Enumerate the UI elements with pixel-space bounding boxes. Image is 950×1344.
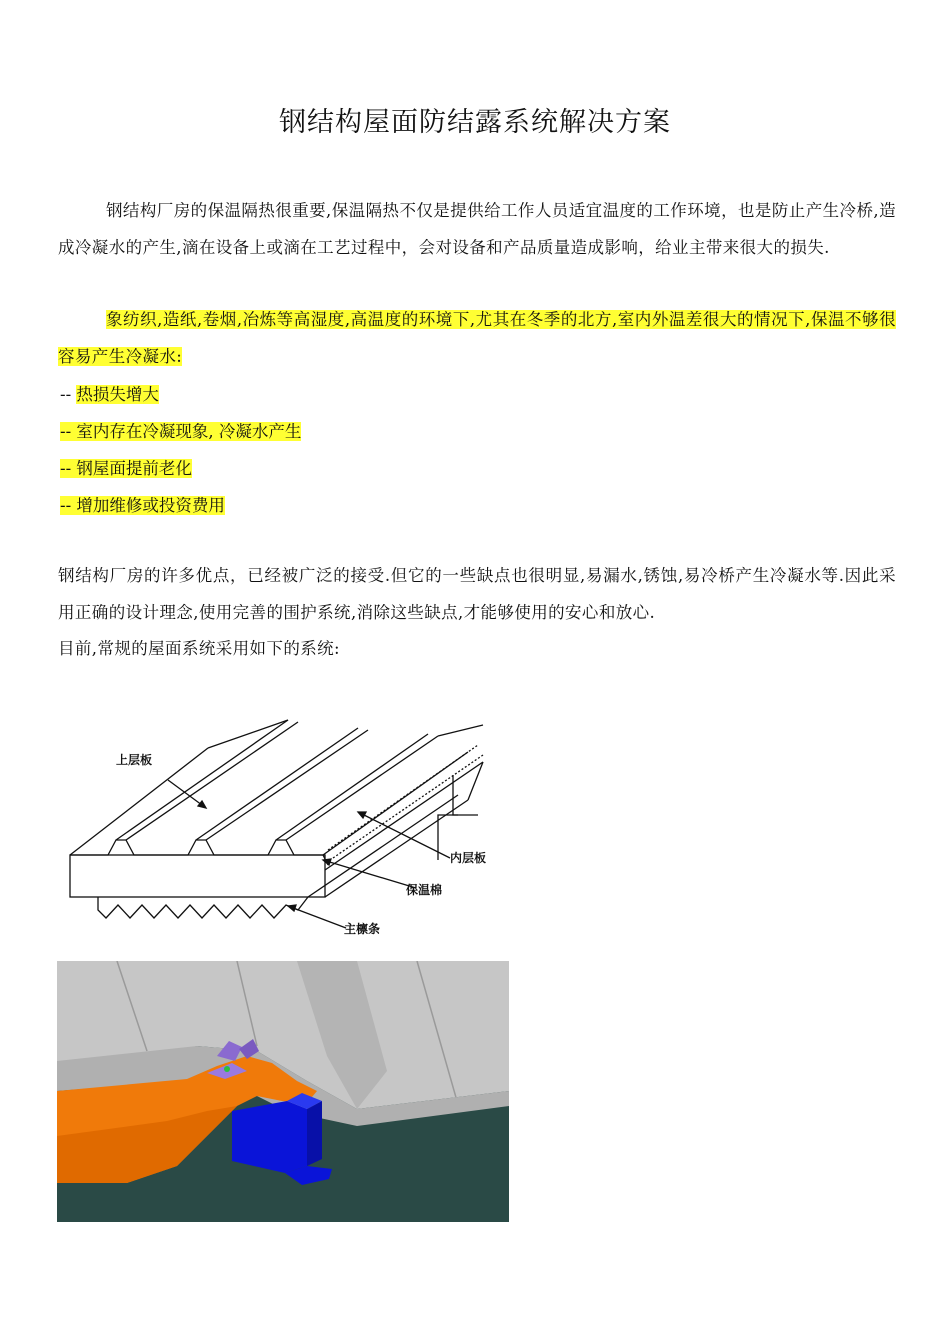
paragraph-advantages: 钢结构厂房的许多优点，已经被广泛的接受.但它的一些缺点也很明显,易漏水,锈蚀,易冷桥产生冷凝水等.因此采用正确的设计理念,使用完善的围护系统,消除这些缺点,才能够使用的安心和放心. xyxy=(58,566,896,622)
label-upper-panel: 上层板 xyxy=(116,753,153,767)
label-insulation: 保温棉 xyxy=(406,883,443,897)
label-inner-panel: 内层板 xyxy=(450,851,487,865)
bullet-text: 钢屋面提前老化 xyxy=(76,459,192,478)
paragraph-systems-intro: 目前,常规的屋面系统采用如下的系统: xyxy=(58,639,341,658)
roof-3d-rendering xyxy=(57,961,509,1222)
paragraph-intro: 钢结构厂房的保温隔热很重要,保温隔热不仅是提供给工作人员适宜温度的工作环境，也是防止产生冷桥,造成冷凝水的产生,滴在设备上或滴在工艺过程中，会对设备和产品质量造成影响，给业主带来很大的损失. xyxy=(58,201,896,257)
bullet-dash: -- xyxy=(60,496,72,515)
bullet-dash: -- xyxy=(60,385,72,404)
list-item xyxy=(60,450,301,487)
paragraph-highlight xyxy=(58,301,896,375)
bullet-text: 热损失增大 xyxy=(76,385,159,404)
bullet-text: 增加维修或投资费用 xyxy=(76,496,225,515)
list-item xyxy=(60,487,301,524)
roof-system-diagram xyxy=(58,700,498,950)
bullet-text: 室内存在冷凝现象, 冷凝水产生 xyxy=(76,422,302,441)
list-item xyxy=(60,376,301,413)
purlin-beam xyxy=(232,1101,307,1173)
list-item xyxy=(60,413,301,450)
label-purlin: 主檩条 xyxy=(344,922,381,936)
document-title: 钢结构屋面防结露系统解决方案 xyxy=(279,107,671,138)
bullet-list xyxy=(60,376,301,524)
bullet-dash: -- xyxy=(60,459,72,478)
highlighted-text: 象纺织,造纸,卷烟,冶炼等高湿度,高温度的环境下,尤其在冬季的北方,室内外温差很大的情况下,保温不够很容易产生冷凝水: xyxy=(58,310,896,366)
bullet-dash: -- xyxy=(60,422,72,441)
